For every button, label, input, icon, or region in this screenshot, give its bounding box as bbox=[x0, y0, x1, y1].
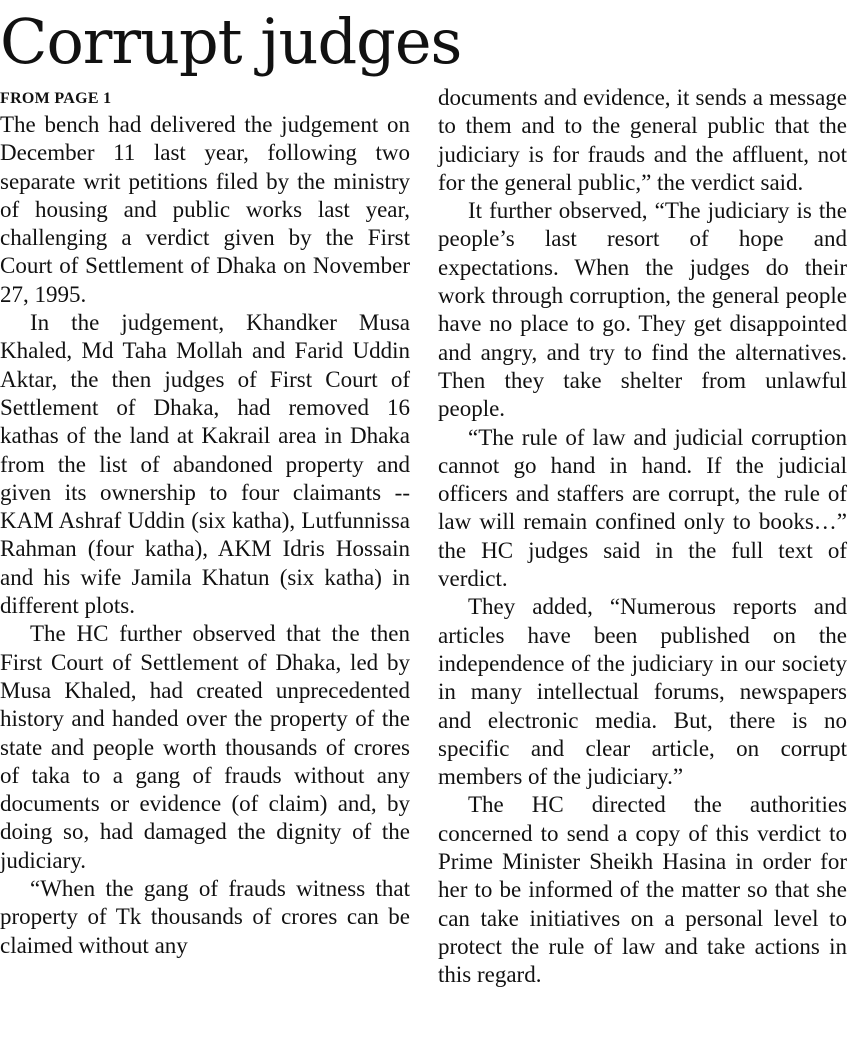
paragraph: It further observed, “The judiciary is the people’s last resort of hope and expectations. When the judges do their work through corruption, the general people have no place to go. They get disappointed and angry, and try to find the alternatives. Then they take shelter from unlawful people. bbox=[438, 198, 847, 422]
continuation-label: FROM PAGE 1 bbox=[0, 90, 112, 107]
headline: Corrupt judges bbox=[0, 5, 462, 78]
paragraph: In the judgement, Khandker Musa Khaled, Md Taha Mollah and Farid Uddin Aktar, the then judges of First Court of Settlement of Dhaka, had removed 16 kathas of the land at Kakrail area in Dhaka from the list of abandoned property and given its ownership to four claimants -- KAM Ashraf Uddin (six katha), Lutfunnissa Rahman (four katha), AKM Idris Hossain and his wife Jamila Khatun (six katha) in different plots. bbox=[0, 310, 410, 619]
paragraph: The bench had delivered the judgement on December 11 last year, following two separate writ petitions filed by the ministry of housing and public works last year, challenging a verdict given by the First Court of Settlement of Dhaka on November 27, 1995. bbox=[0, 112, 410, 307]
article-column-right bbox=[438, 84, 847, 990]
paragraph: documents and evidence, it sends a message to them and to the general public that the judiciary is for frauds and the affluent, not for the general public,” the verdict said. bbox=[438, 85, 847, 195]
paragraph: The HC directed the authorities concerned to send a copy of this verdict to Prime Minister Sheikh Hasina in order for her to be informed of the matter so that she can take initiatives on a personal level to protect the rule of law and take actions in this regard. bbox=[438, 792, 847, 988]
paragraph: The HC further observed that the then First Court of Settlement of Dhaka, led by Musa Khaled, had created unprecedented history and handed over the property of the state and people worth thousands of crores of taka to a gang of frauds without any documents or evidence (of claim) and, by doing so, had damaged the dignity of the judiciary. bbox=[0, 621, 410, 873]
paragraph: “The rule of law and judicial corruption cannot go hand in hand. If the judicial officers and staffers are corrupt, the rule of law will remain confined only to books…” the HC judges said in the full text of verdict. bbox=[438, 424, 847, 592]
paragraph: “When the gang of frauds witness that property of Tk thousands of crores can be claimed without any bbox=[0, 876, 410, 958]
paragraph: They added, “Numerous reports and articles have been published on the independence of the judiciary in our society in many intellectual forums, newspapers and electronic media. But, there is no specific and clear article, on corrupt members of the judiciary.” bbox=[438, 594, 847, 790]
article-column-left bbox=[0, 87, 410, 960]
